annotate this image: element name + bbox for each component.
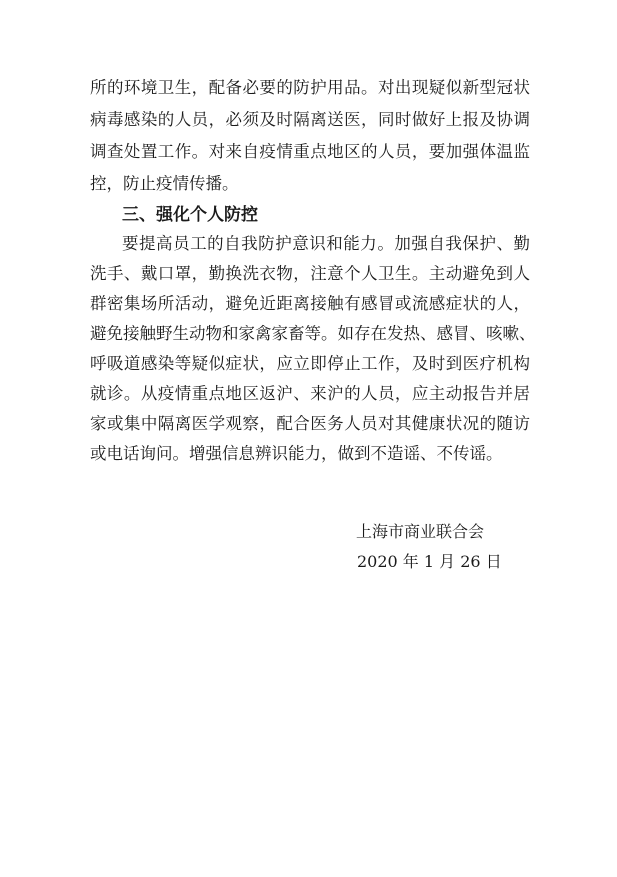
signature-organization: 上海市商业联合会: [356, 522, 485, 541]
paragraph-line: 病毒感染的人员，必须及时隔离送医，同时做好上报及协调: [90, 110, 530, 129]
paragraph-line: 洗手、戴口罩，勤换洗衣物，注意个人卫生。主动避免到人: [90, 264, 530, 283]
paragraph-line: 控，防止疫情传播。: [90, 174, 239, 193]
paragraph-line: 呼吸道感染等疑似症状，应立即停止工作，及时到医疗机构: [90, 354, 530, 373]
paragraph-line: 或电话询问。增强信息辨识能力，做到不造谣、不传谣。: [90, 444, 503, 463]
paragraph-line: 就诊。从疫情重点地区返沪、来沪的人员，应主动报告并居: [90, 384, 530, 403]
signature-date: 2020 年 1 月 26 日: [357, 552, 502, 571]
paragraph-line: 要提高员工的自我防护意识和能力。加强自我保护、勤: [122, 234, 530, 253]
paragraph-line: 所的环境卫生，配备必要的防护用品。对出现疑似新型冠状: [90, 78, 530, 97]
paragraph-line: 避免接触野生动物和家禽家畜等。如存在发热、感冒、咳嗽、: [90, 324, 536, 343]
section-heading: 三、强化个人防控: [122, 205, 258, 225]
paragraph-line: 家或集中隔离医学观察，配合医务人员对其健康状况的随访: [90, 414, 530, 433]
paragraph-line: 调查处置工作。对来自疫情重点地区的人员，要加强体温监: [90, 142, 530, 161]
paragraph-line: 群密集场所活动，避免近距离接触有感冒或流感症状的人，: [90, 294, 530, 313]
